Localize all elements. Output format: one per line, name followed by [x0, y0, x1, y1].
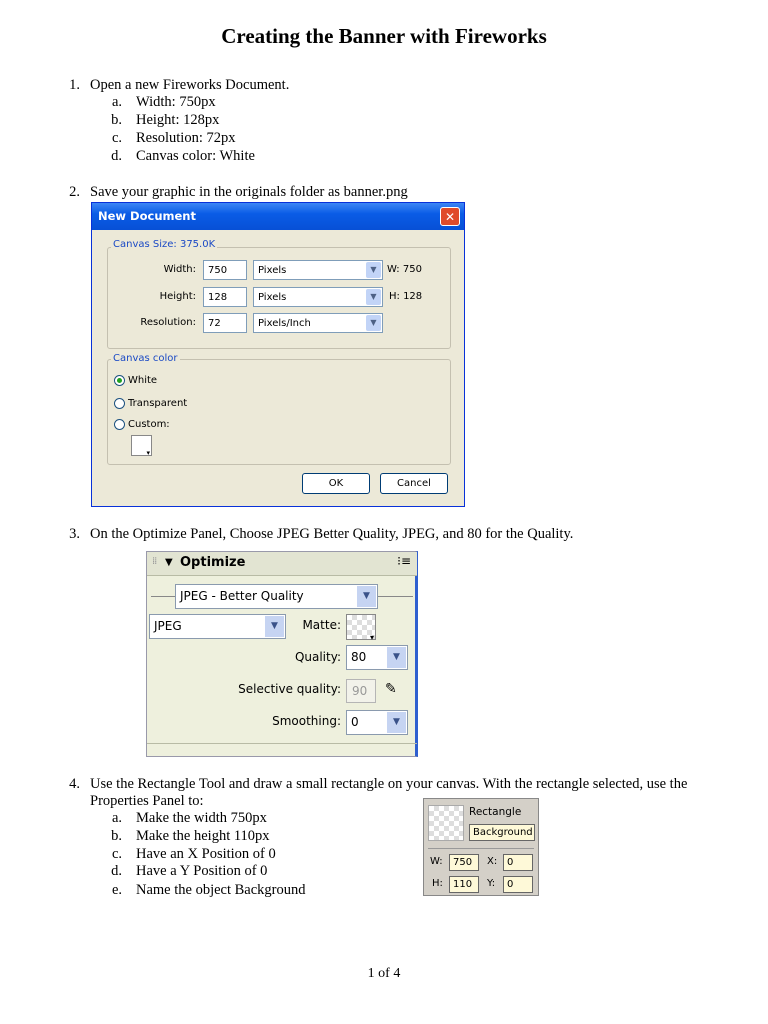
- quality-value: 80: [351, 650, 367, 664]
- chevron-down-icon[interactable]: ▼: [366, 289, 381, 305]
- step-text: On the Optimize Panel, Choose JPEG Better Quality, JPEG, and 80 for the Quality.: [90, 526, 574, 542]
- sub-letter: e.: [111, 882, 122, 898]
- resolution-label: Resolution:: [140, 317, 196, 328]
- width-readout: W: 750: [387, 264, 422, 275]
- step-number: 3.: [69, 526, 80, 542]
- smoothing-label: Smoothing:: [272, 714, 341, 728]
- radio-white-label: White: [128, 375, 158, 386]
- matte-swatch[interactable]: [346, 614, 376, 640]
- step-4-line-2: Properties Panel to:: [90, 793, 204, 809]
- panel-options-icon[interactable]: ⁝≡: [397, 554, 411, 568]
- height-input[interactable]: 128: [203, 287, 247, 307]
- sub-letter: c.: [111, 130, 122, 146]
- matte-label: Matte:: [302, 618, 341, 632]
- properties-panel: [423, 798, 539, 896]
- optimize-panel-header[interactable]: [147, 552, 417, 576]
- width-unit-value: Pixels: [258, 265, 287, 276]
- h-input[interactable]: 110: [449, 876, 479, 893]
- document-title: Creating the Banner with Fireworks: [221, 24, 547, 48]
- sub-text: Canvas color: White: [136, 148, 255, 164]
- canvas-color-group: [107, 359, 451, 465]
- smoothing-value: 0: [351, 715, 359, 729]
- sub-letter: b.: [111, 112, 122, 128]
- canvas-color-label: Canvas color: [113, 353, 178, 364]
- height-unit-select[interactable]: [253, 287, 383, 307]
- smoothing-select[interactable]: [346, 710, 408, 735]
- chevron-down-icon[interactable]: ▼: [366, 262, 381, 278]
- step-text: Use the Rectangle Tool and draw a small rectangle on your canvas. With the rectangle selected, use the: [90, 776, 688, 792]
- sub-text: Make the width 750px: [136, 810, 267, 826]
- chevron-down-icon[interactable]: ▼: [357, 586, 376, 607]
- custom-color-swatch[interactable]: [131, 435, 152, 456]
- edit-icon[interactable]: ✎: [385, 681, 397, 697]
- preset-value: JPEG - Better Quality: [180, 589, 304, 603]
- w-input[interactable]: 750: [449, 854, 479, 871]
- page-number: 1 of 4: [367, 966, 401, 981]
- format-select[interactable]: [149, 614, 286, 639]
- step-text: Save your graphic in the originals folder as banner.png: [90, 184, 408, 200]
- sub-text: Have a Y Position of 0: [136, 863, 268, 879]
- sub-letter: d.: [111, 148, 122, 164]
- x-input[interactable]: 0: [503, 854, 533, 871]
- step-number: 2.: [69, 184, 80, 200]
- selective-quality-input: 90: [346, 679, 376, 703]
- format-value: JPEG: [154, 619, 182, 633]
- radio-transparent[interactable]: [114, 398, 125, 409]
- h-label: H:: [432, 878, 443, 889]
- chevron-down-icon[interactable]: ▼: [265, 616, 284, 637]
- selective-quality-label: Selective quality:: [238, 682, 341, 696]
- canvas-size-label: Canvas Size: 375.0K: [113, 239, 216, 250]
- radio-white[interactable]: [114, 375, 125, 386]
- collapse-triangle-icon[interactable]: ▼: [165, 557, 173, 568]
- preset-select[interactable]: [175, 584, 378, 609]
- quality-label: Quality:: [294, 650, 341, 664]
- object-name-input[interactable]: Background: [469, 824, 535, 841]
- sub-letter: a.: [111, 94, 122, 110]
- sub-letter: c.: [111, 846, 122, 862]
- chevron-down-icon[interactable]: ▼: [366, 315, 381, 331]
- sub-text: Name the object Background: [136, 882, 306, 898]
- resolution-unit-value: Pixels/Inch: [258, 318, 311, 329]
- swatch-dropdown-icon: ▾: [369, 633, 374, 642]
- height-readout: H: 128: [389, 291, 423, 302]
- width-label: Width:: [163, 264, 196, 275]
- step-number: 1.: [69, 77, 80, 93]
- optimize-panel: [146, 551, 418, 757]
- divider: [428, 848, 534, 849]
- height-label: Height:: [159, 291, 196, 302]
- cancel-button[interactable]: Cancel: [380, 473, 448, 494]
- object-thumbnail: [428, 805, 464, 841]
- resolution-unit-select[interactable]: [253, 313, 383, 333]
- width-unit-select[interactable]: [253, 260, 383, 280]
- sub-letter: a.: [111, 810, 122, 826]
- grip-icon[interactable]: ⁞⁞: [152, 556, 157, 567]
- swatch-dropdown-icon: ▾: [146, 449, 150, 457]
- y-input[interactable]: 0: [503, 876, 533, 893]
- w-label: W:: [430, 856, 443, 867]
- sub-text: Make the height 110px: [136, 828, 270, 844]
- chevron-down-icon[interactable]: ▼: [387, 647, 406, 668]
- x-label: X:: [487, 856, 498, 867]
- object-type: Rectangle: [469, 806, 522, 818]
- height-unit-value: Pixels: [258, 292, 287, 303]
- radio-transparent-label: Transparent: [128, 398, 188, 409]
- sub-text: Have an X Position of 0: [136, 846, 276, 862]
- sub-text: Width: 750px: [136, 94, 216, 110]
- panel-bottom-divider: [147, 743, 417, 744]
- y-label: Y:: [487, 878, 496, 889]
- step-text: Open a new Fireworks Document.: [90, 77, 290, 93]
- radio-custom-label: Custom:: [128, 419, 170, 430]
- width-input[interactable]: 750: [203, 260, 247, 280]
- resolution-input[interactable]: 72: [203, 313, 247, 333]
- sub-letter: d.: [111, 863, 122, 879]
- sub-text: Height: 128px: [136, 112, 220, 128]
- dialog-title: New Document: [98, 209, 196, 223]
- optimize-title: Optimize: [180, 555, 246, 570]
- close-button[interactable]: ✕: [440, 207, 460, 226]
- sub-text: Resolution: 72px: [136, 130, 236, 146]
- new-document-dialog: [91, 202, 465, 507]
- ok-button[interactable]: OK: [302, 473, 370, 494]
- radio-custom[interactable]: [114, 419, 125, 430]
- dialog-titlebar[interactable]: [92, 203, 464, 230]
- quality-input[interactable]: [346, 645, 408, 670]
- step-number: 4.: [69, 776, 80, 792]
- chevron-down-icon[interactable]: ▼: [387, 712, 406, 733]
- sub-letter: b.: [111, 828, 122, 844]
